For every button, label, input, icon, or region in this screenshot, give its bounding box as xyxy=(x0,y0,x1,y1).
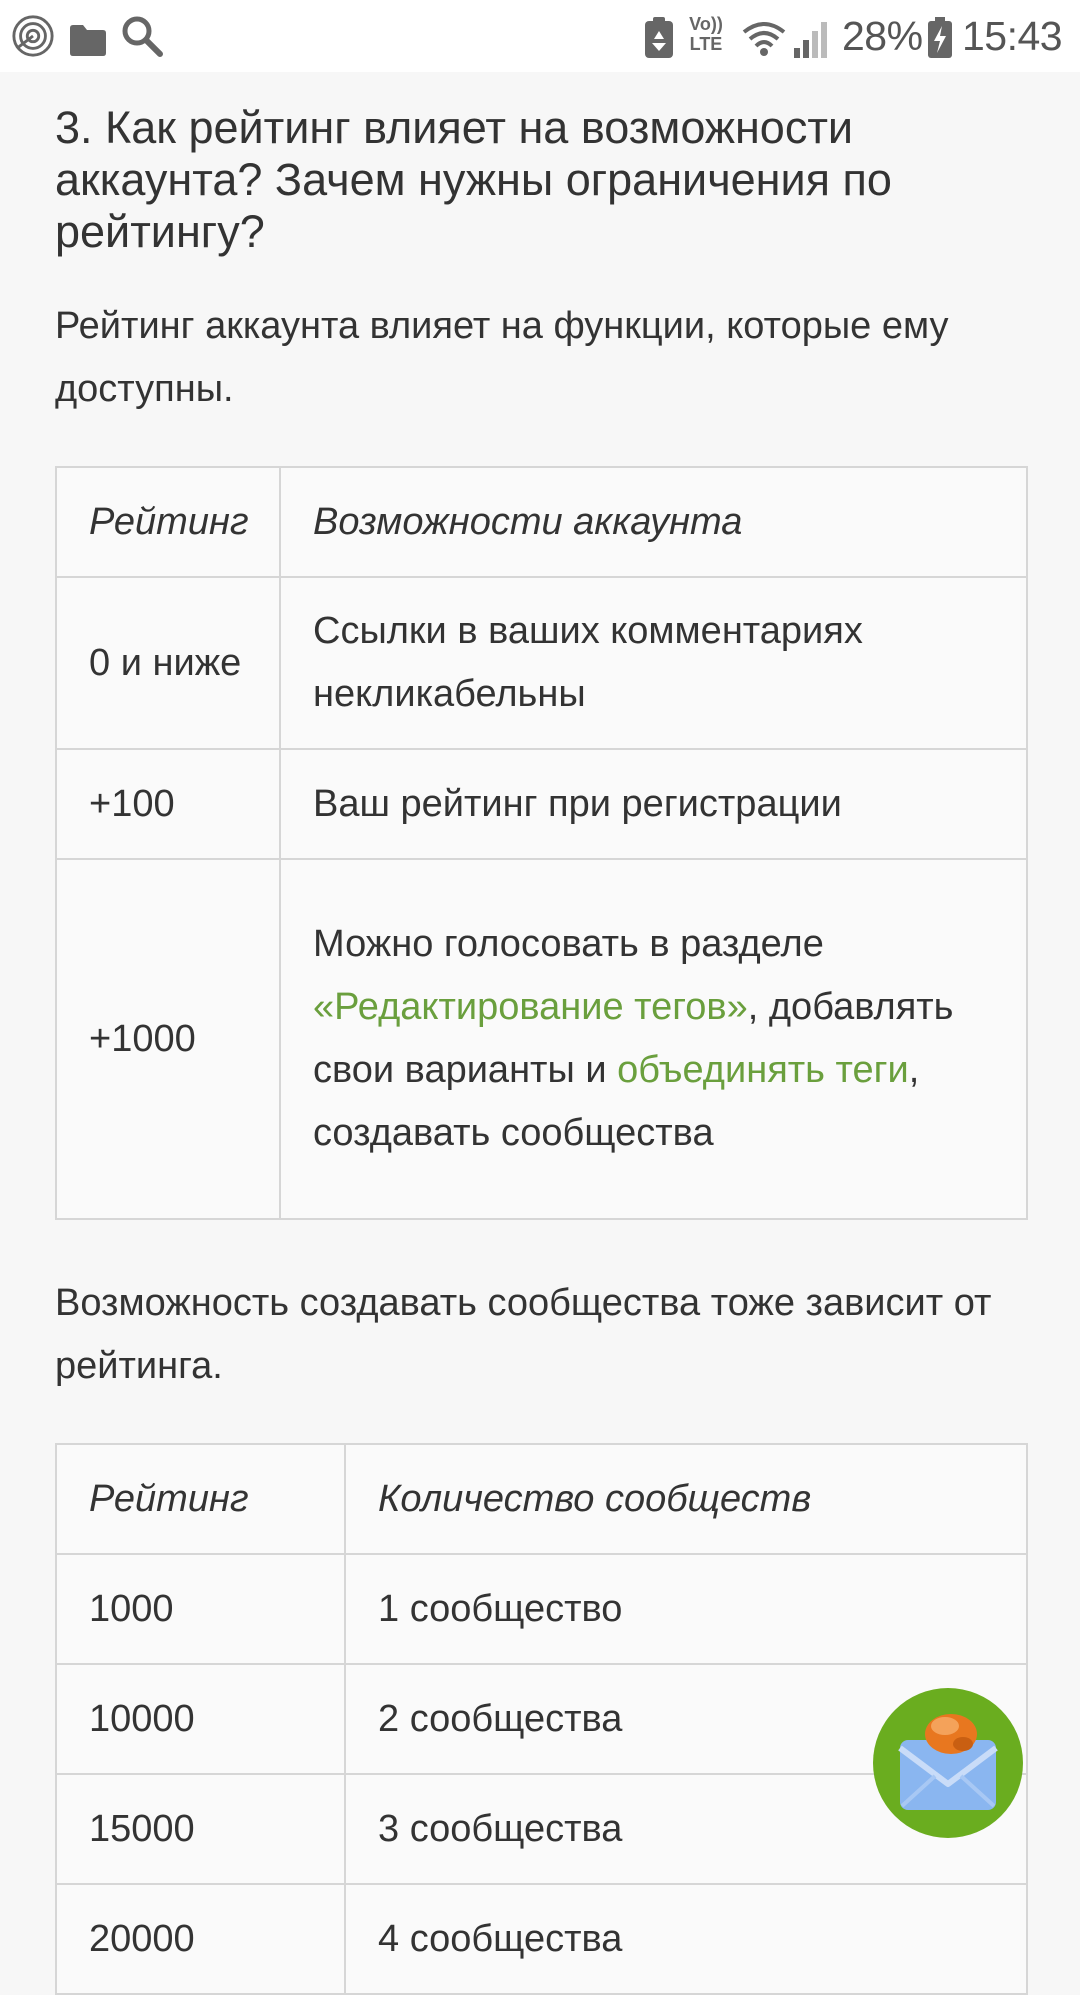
rating-cell: 15000 xyxy=(56,1774,345,1884)
table-row xyxy=(56,1554,1027,1664)
description-text: Можно голосовать в разделе xyxy=(313,923,824,965)
header-rating: Рейтинг xyxy=(56,467,280,577)
description-cell xyxy=(280,859,1027,1219)
edit-tags-link[interactable]: «Редактирование тегов» xyxy=(313,986,748,1028)
intro-paragraph: Рейтинг аккаунта влияет на функции, которые ему доступны. xyxy=(55,305,949,410)
rating-features-table xyxy=(55,466,1028,1220)
count-cell: 3 сообщества xyxy=(345,1774,1027,1884)
battery-percent: 28% xyxy=(842,13,923,59)
status-bar xyxy=(0,0,1080,72)
envelope-icon xyxy=(873,1688,1023,1838)
table-row xyxy=(56,577,1027,749)
merge-tags-link[interactable]: объединять теги xyxy=(617,1049,909,1091)
header-account-features: Возможности аккаунта xyxy=(280,467,1027,577)
search-icon xyxy=(120,14,164,58)
table-header-row xyxy=(56,1444,1027,1554)
rating-cell: +100 xyxy=(56,749,280,859)
table-header-row xyxy=(56,467,1027,577)
battery-charging-icon xyxy=(927,16,953,60)
radar-icon xyxy=(10,14,56,58)
table-row xyxy=(56,749,1027,859)
header-rating: Рейтинг xyxy=(56,1444,345,1554)
wifi-icon xyxy=(740,16,788,60)
volte-top-label: Vo)) xyxy=(689,14,723,34)
folder-icon xyxy=(68,18,108,62)
rating-cell: 1000 xyxy=(56,1554,345,1664)
description-text: , добавлять свои варианты и xyxy=(313,986,954,1091)
rating-cell: 20000 xyxy=(56,1884,345,1994)
volte-bottom-label: LTE xyxy=(689,34,723,54)
status-time: 15:43 xyxy=(962,13,1063,59)
count-cell: 2 сообщества xyxy=(345,1664,1027,1774)
message-fab-button[interactable] xyxy=(873,1688,1023,1838)
table-row xyxy=(56,859,1027,1219)
recycle-notification-icon xyxy=(644,16,674,60)
description-cell: Ваш рейтинг при регистрации xyxy=(280,749,1027,859)
signal-icon xyxy=(792,16,830,60)
volte-indicator xyxy=(686,14,726,58)
section-heading: 3. Как рейтинг влияет на возможности аккаунта? Зачем нужны ограничения по рейтингу? xyxy=(55,102,892,257)
header-communities-count: Количество сообществ xyxy=(345,1444,1027,1554)
description-cell: Ссылки в ваших комментариях некликабельны xyxy=(280,577,1027,749)
description-text: , создавать сообщества xyxy=(313,1049,920,1154)
count-cell: 4 сообщества xyxy=(345,1884,1027,1994)
rating-cell: 10000 xyxy=(56,1664,345,1774)
communities-paragraph: Возможность создавать сообщества тоже зависит от рейтинга. xyxy=(55,1282,992,1387)
table-row xyxy=(56,1884,1027,1994)
rating-cell: +1000 xyxy=(56,859,280,1219)
count-cell: 1 сообщество xyxy=(345,1554,1027,1664)
rating-cell: 0 и ниже xyxy=(56,577,280,749)
